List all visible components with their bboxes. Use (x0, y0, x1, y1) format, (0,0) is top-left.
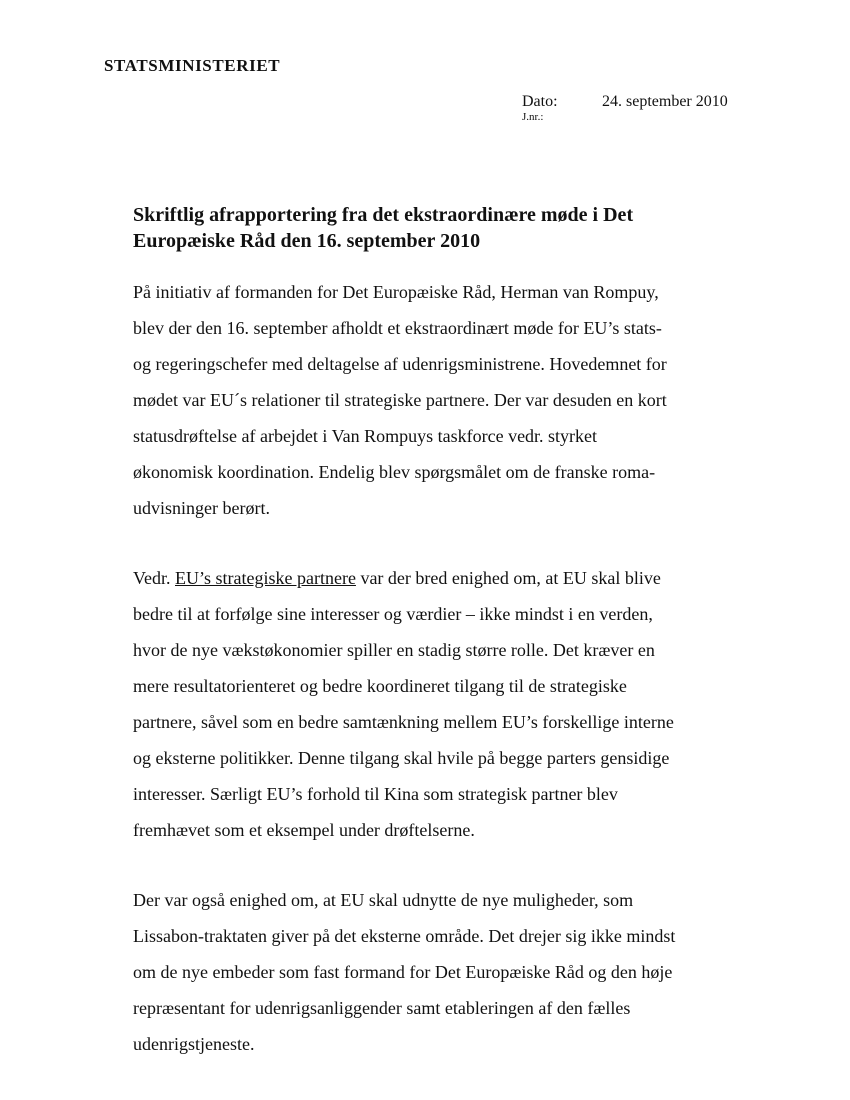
ministry-name: STATSMINISTERIET (104, 56, 281, 75)
paragraph-line: interesser. Særligt EU’s forhold til Kina som strategisk partner blev (133, 784, 618, 804)
title-line-1: Skriftlig afrapportering fra det ekstraordinære møde i Det (133, 204, 634, 226)
title-line-2: Europæiske Råd den 16. september 2010 (133, 230, 481, 252)
paragraph-lisbon-treaty (133, 882, 773, 1062)
paragraph-line: udvisninger berørt. (133, 498, 270, 518)
paragraph-intro (133, 274, 773, 526)
paragraph-line: hvor de nye vækstøkonomier spiller en stadig større rolle. Det kræver en (133, 640, 655, 660)
paragraph-line: Lissabon-traktaten giver på det eksterne område. Det drejer sig ikke mindst (133, 926, 676, 946)
paragraph-line: fremhævet som et eksempel under drøftelserne. (133, 820, 475, 840)
paragraph-line: og regeringschefer med deltagelse af udenrigsministrene. Hovedemnet for (133, 354, 667, 374)
paragraph-strategic-partners (133, 560, 773, 848)
paragraph-line: statusdrøftelse af arbejdet i Van Rompuys taskforce vedr. styrket (133, 426, 598, 446)
paragraph-line: På initiativ af formanden for Det Europæiske Råd, Herman van Rompuy, (133, 282, 659, 302)
date-label: Dato: (522, 93, 558, 110)
document-title (133, 202, 773, 254)
date-row (522, 93, 782, 111)
paragraph-line: blev der den 16. september afholdt et ekstraordinært møde for EU’s stats- (133, 318, 662, 338)
paragraph-line: økonomisk koordination. Endelig blev spørgsmålet om de franske roma- (133, 462, 656, 482)
jnr-row (522, 111, 782, 123)
paragraph-line: partnere, såvel som en bedre samtænkning mellem EU’s forskellige interne (133, 712, 674, 732)
paragraph-line: om de nye embeder som fast formand for Det Europæiske Råd og den høje (133, 962, 673, 982)
underlined-topic: EU’s strategiske partnere (175, 568, 356, 588)
paragraph-line: bedre til at forfølge sine interesser og værdier – ikke mindst i en verden, (133, 604, 653, 624)
paragraph-line: repræsentant for udenrigsanliggender samt etableringen af den fælles (133, 998, 631, 1018)
paragraph-line: og eksterne politikker. Denne tilgang skal hvile på begge parters gensidige (133, 748, 670, 768)
paragraph-line: Der var også enighed om, at EU skal udnytte de nye muligheder, som (133, 890, 634, 910)
paragraph-line-intro: Vedr. (133, 568, 175, 588)
jnr-label: J.nr.: (522, 111, 544, 123)
paragraph-line: mere resultatorienteret og bedre koordineret tilgang til de strategiske (133, 676, 627, 696)
document-meta (522, 93, 782, 123)
paragraph-line: udenrigstjeneste. (133, 1034, 255, 1054)
date-value: 24. september 2010 (602, 93, 728, 110)
paragraph-line: mødet var EU´s relationer til strategiske partnere. Der var desuden en kort (133, 390, 667, 410)
paragraph-line-rest: var der bred enighed om, at EU skal blive (355, 568, 661, 588)
